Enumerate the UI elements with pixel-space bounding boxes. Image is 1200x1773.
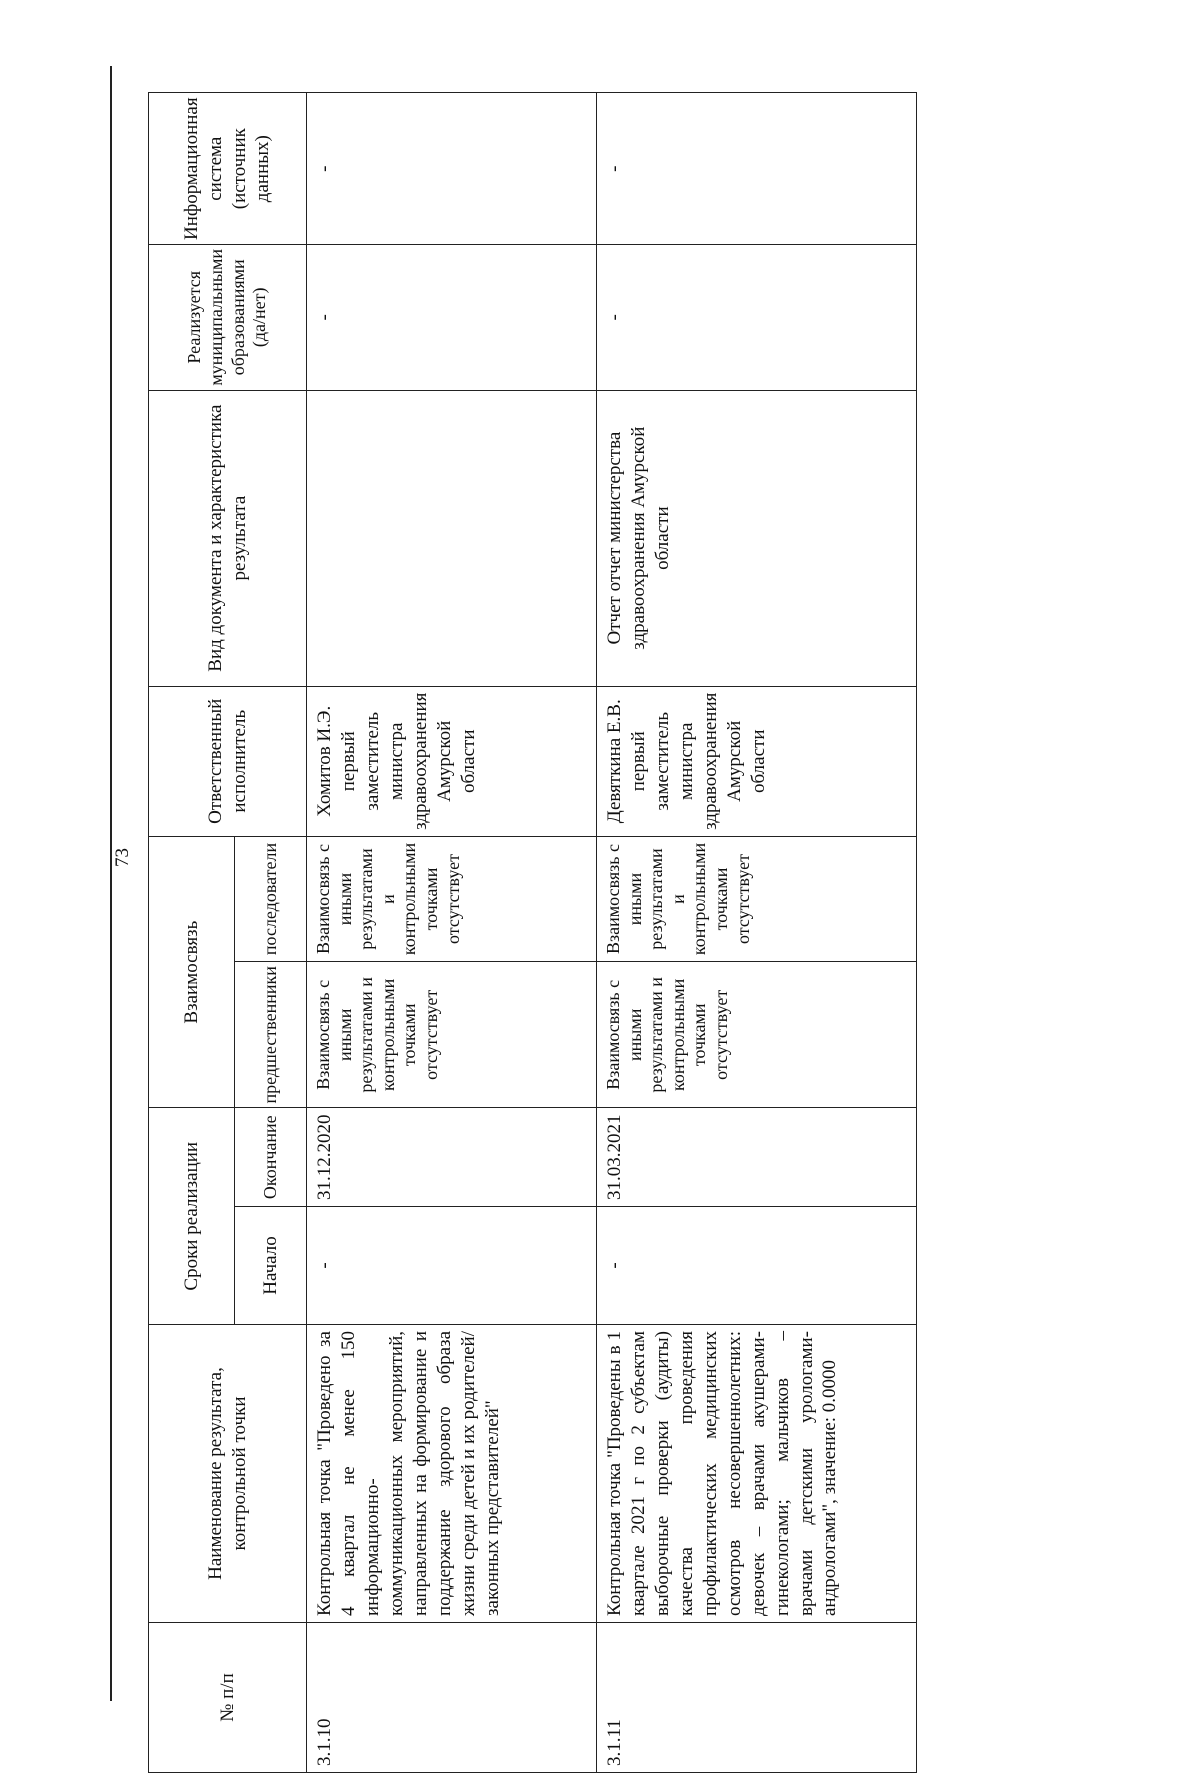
row-doc: Отчет отчет министерства здравоохранения Амурской области — [597, 390, 917, 686]
header-succ: последователи — [235, 836, 307, 961]
row-name: Контрольная точка "Проведены в 1 квартале 2021 г по 2 субъектам выборочные проверки (аудиты) качества проведения профилактических медицинских осмотров несовершеннолетних: девочек – врачами акушерами-гинекологами; мальчиков – врачами детскими урологами-андрологами", значение: 0.0000 — [597, 1325, 917, 1623]
header-info: Информационная система (источник данных) — [149, 93, 307, 245]
row-name: Контрольная точка "Проведено за 4 квартал не менее 150 информационно-коммуникационных мероприятий, направленных на формирование и поддержание здорового образа жизни среди детей и их родителей/законных представителей" — [307, 1325, 597, 1623]
row-end: 31.03.2021 — [597, 1108, 917, 1207]
row-pred: Взаимосвязь с иными результатами и контрольными точками отсутствует — [597, 962, 917, 1108]
page-rule — [110, 66, 112, 1701]
table-row — [307, 93, 597, 1773]
header-mun: Реализуется муниципальными образованиями (да/нет) — [149, 244, 307, 390]
row-pred: Взаимосвязь с иными результатами и контрольными точками отсутствует — [307, 962, 597, 1108]
header-start: Начало — [235, 1207, 307, 1325]
row-succ: Взаимосвязь с иными результатами и контрольными точками отсутствует — [597, 836, 917, 961]
row-mun: - — [307, 244, 597, 390]
header-resp: Ответственный исполнитель — [149, 686, 307, 836]
header-end: Окончание — [235, 1108, 307, 1207]
table-row — [597, 93, 917, 1773]
header-link: Взаимосвязь — [149, 836, 235, 1108]
row-doc — [307, 390, 597, 686]
row-resp: Девяткина Е.В. первый заместитель министра здравоохранения Амурской области — [597, 686, 917, 836]
header-pred: предшественники — [235, 962, 307, 1108]
row-start: - — [597, 1207, 917, 1325]
row-info: - — [307, 93, 597, 245]
row-resp: Хомитов И.Э. первый заместитель министра здравоохранения Амурской области — [307, 686, 597, 836]
header-num: № п/п — [149, 1623, 307, 1773]
plan-table — [148, 92, 917, 1773]
page-number: 73 — [112, 848, 133, 867]
table-header — [149, 93, 307, 1773]
row-succ: Взаимосвязь с иными результатами и контрольными точками отсутствует — [307, 836, 597, 961]
row-info: - — [597, 93, 917, 245]
row-num: 3.1.10 — [307, 1623, 597, 1773]
header-doc: Вид документа и характеристика результата — [149, 390, 307, 686]
row-start: - — [307, 1207, 597, 1325]
header-terms: Сроки реализации — [149, 1108, 235, 1325]
header-name: Наименование результата, контрольной точки — [149, 1325, 307, 1623]
row-mun: - — [597, 244, 917, 390]
row-num: 3.1.11 — [597, 1623, 917, 1773]
row-end: 31.12.2020 — [307, 1108, 597, 1207]
